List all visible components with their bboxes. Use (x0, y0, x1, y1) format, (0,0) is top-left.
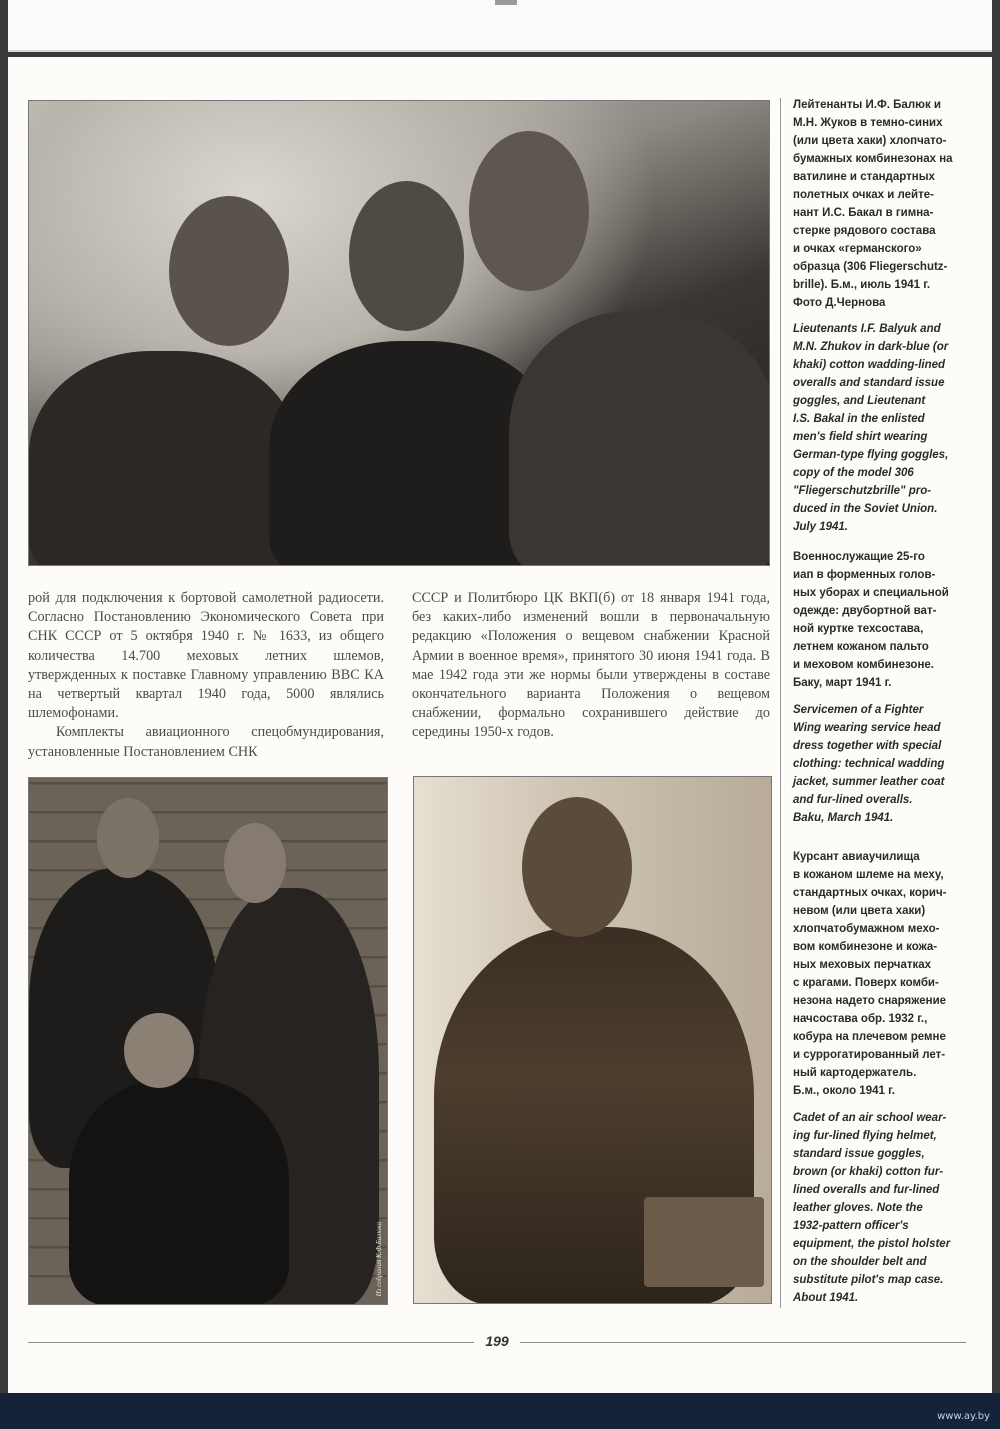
watermark: www.ay.by (937, 1411, 990, 1422)
previous-page-marker (495, 0, 517, 5)
caption-line: brown (or khaki) cotton fur- (793, 1166, 944, 1178)
caption-line: Cadet of an air school wear- (793, 1112, 947, 1124)
caption-line: летнем кожаном пальто (793, 641, 929, 653)
text-column-left (28, 589, 384, 762)
caption-line: jacket, summer leather coat (793, 776, 945, 788)
caption-line: on the shoulder belt and (793, 1256, 927, 1268)
caption-line: Лейтенанты И.Ф. Балюк и (793, 99, 941, 111)
paragraph: рой для подключения к бортовой самолетной радиосети. Согласно Постановлению Экономического Совета при СНК СССР от 5 октября 1940 г. № 1633, из общего количества 14.700 меховых летних шлемов, утвержденных к поставке Главному управлению ВВС КА на четвертый квартал 1940 года, 5000 являлись шлемофонами. (28, 590, 384, 722)
photo-credit: Из собрания К.Ф.Балюка (375, 1221, 383, 1296)
caption-line: brille). Б.м., июль 1941 г. (793, 279, 931, 291)
caption-line: Wing wearing service head (793, 722, 941, 734)
caption-line: M.N. Zhukov in dark-blue (or (793, 341, 949, 353)
caption-line: About 1941. (793, 1292, 859, 1304)
caption-line: иап в форменных голов- (793, 569, 936, 581)
text-column-right (412, 589, 770, 743)
photo-three-pilots (28, 100, 770, 566)
caption-line: ватилине и стандартных (793, 171, 935, 183)
caption-line: Lieutenants I.F. Balyuk and (793, 323, 941, 335)
caption-line: Военнослужащие 25-го (793, 551, 925, 563)
previous-page-edge (8, 0, 992, 52)
caption-line: German-type flying goggles, (793, 449, 949, 461)
paragraph: Комплекты авиационного спецобмундирования, установленные Постановлением СНК (28, 724, 384, 760)
caption-line: хлопчатобумажном мехо- (793, 923, 940, 935)
photo-air-school-cadet (413, 776, 772, 1304)
caption-line: I.S. Bakal in the enlisted (793, 413, 925, 425)
caption-line: М.Н. Жуков в темно-синих (793, 117, 943, 129)
caption-line: одежде: двубортной ват- (793, 605, 937, 617)
caption-line: и очках «германского» (793, 243, 922, 255)
caption-photo-2-russian (793, 548, 968, 692)
caption-line: lined overalls and fur-lined (793, 1184, 940, 1196)
caption-line: в кожаном шлеме на меху, (793, 869, 944, 881)
pilot-figure-right (509, 311, 770, 566)
serviceman-head-left (97, 798, 159, 878)
pilot-figure-left (29, 351, 299, 566)
caption-line: "Fliegerschutzbrille" pro- (793, 485, 932, 497)
caption-line: Servicemen of a Fighter (793, 704, 924, 716)
caption-line: кобура на плечевом ремне (793, 1031, 946, 1043)
caption-photo-1-russian (793, 96, 968, 312)
caption-line: Baku, March 1941. (793, 812, 894, 824)
footer-rule-left (28, 1342, 474, 1343)
caption-line: duced in the Soviet Union. (793, 503, 938, 515)
caption-line: 1932-pattern officer's (793, 1220, 909, 1232)
caption-line: и суррогатированный лет- (793, 1049, 946, 1061)
caption-line: вом комбинезоне и кожа- (793, 941, 938, 953)
caption-line: Фото Д.Чернова (793, 297, 886, 309)
caption-line: dress together with special (793, 740, 942, 752)
page-number: 199 (485, 1333, 509, 1349)
caption-line: July 1941. (793, 521, 848, 533)
pilot-head-right (469, 131, 589, 291)
pilot-head-left (169, 196, 289, 346)
caption-line: men's field shirt wearing (793, 431, 928, 443)
footer-rule-right (520, 1342, 966, 1343)
caption-line: ных меховых перчатках (793, 959, 932, 971)
caption-line: с крагами. Поверх комби- (793, 977, 939, 989)
caption-line: образца (306 Fliegerschutz- (793, 261, 948, 273)
serviceman-head-seated (124, 1013, 194, 1088)
caption-line: (или цвета хаки) хлопчато- (793, 135, 947, 147)
caption-photo-2-english (793, 701, 968, 827)
map-case (644, 1197, 764, 1287)
viewer-bottom-bar (0, 1393, 1000, 1429)
caption-line: стандартных очках, корич- (793, 887, 947, 899)
serviceman-head-right (224, 823, 286, 903)
caption-line: ной куртке техсостава, (793, 623, 924, 635)
caption-line: незона надето снаряжение (793, 995, 947, 1007)
caption-line: невом (или цвета хаки) (793, 905, 926, 917)
caption-line: бумажных комбинезонах на (793, 153, 953, 165)
caption-line: Баку, март 1941 г. (793, 677, 892, 689)
caption-line: standard issue goggles, (793, 1148, 925, 1160)
caption-line: goggles, and Lieutenant (793, 395, 926, 407)
photo-three-servicemen (28, 777, 388, 1305)
caption-line: ing fur-lined flying helmet, (793, 1130, 937, 1142)
cadet-head (522, 797, 632, 937)
caption-line: начсостава обр. 1932 г., (793, 1013, 928, 1025)
caption-line: и меховом комбинезоне. (793, 659, 934, 671)
paragraph: СССР и Политбюро ЦК ВКП(б) от 18 января 1941 года, без каких-либо изменений вошли в первоначальную редакцию «Положения о вещевом снабжении Красной Армии в военное время», принятого 30 июня 1941 года. В мае 1942 года эти же нормы были утверждены в составе окончательного варианта Положения о вещевом снабжении, формально сохранившего действие до середины 1950-х годов. (412, 590, 770, 741)
caption-line: leather gloves. Note the (793, 1202, 923, 1214)
caption-line: clothing: technical wadding (793, 758, 945, 770)
caption-line: substitute pilot's map case. (793, 1274, 944, 1286)
caption-line: and fur-lined overalls. (793, 794, 913, 806)
caption-line: equipment, the pistol holster (793, 1238, 951, 1250)
caption-line: overalls and standard issue (793, 377, 945, 389)
caption-line: khaki) cotton wadding-lined (793, 359, 946, 371)
caption-line: ный картодержатель. (793, 1067, 917, 1079)
caption-line: нант И.С. Бакал в гимна- (793, 207, 934, 219)
caption-line: стерке рядового состава (793, 225, 936, 237)
caption-line: ных уборах и специальной (793, 587, 949, 599)
caption-line: copy of the model 306 (793, 467, 914, 479)
serviceman-figure-seated (69, 1078, 289, 1305)
caption-photo-3-english (793, 1109, 968, 1307)
caption-photo-3-russian (793, 848, 968, 1100)
caption-photo-1-english (793, 320, 968, 536)
pilot-head-center (349, 181, 464, 331)
column-divider (780, 98, 781, 1308)
caption-line: полетных очках и лейте- (793, 189, 934, 201)
caption-line: Курсант авиаучилища (793, 851, 920, 863)
caption-line: Б.м., около 1941 г. (793, 1085, 895, 1097)
